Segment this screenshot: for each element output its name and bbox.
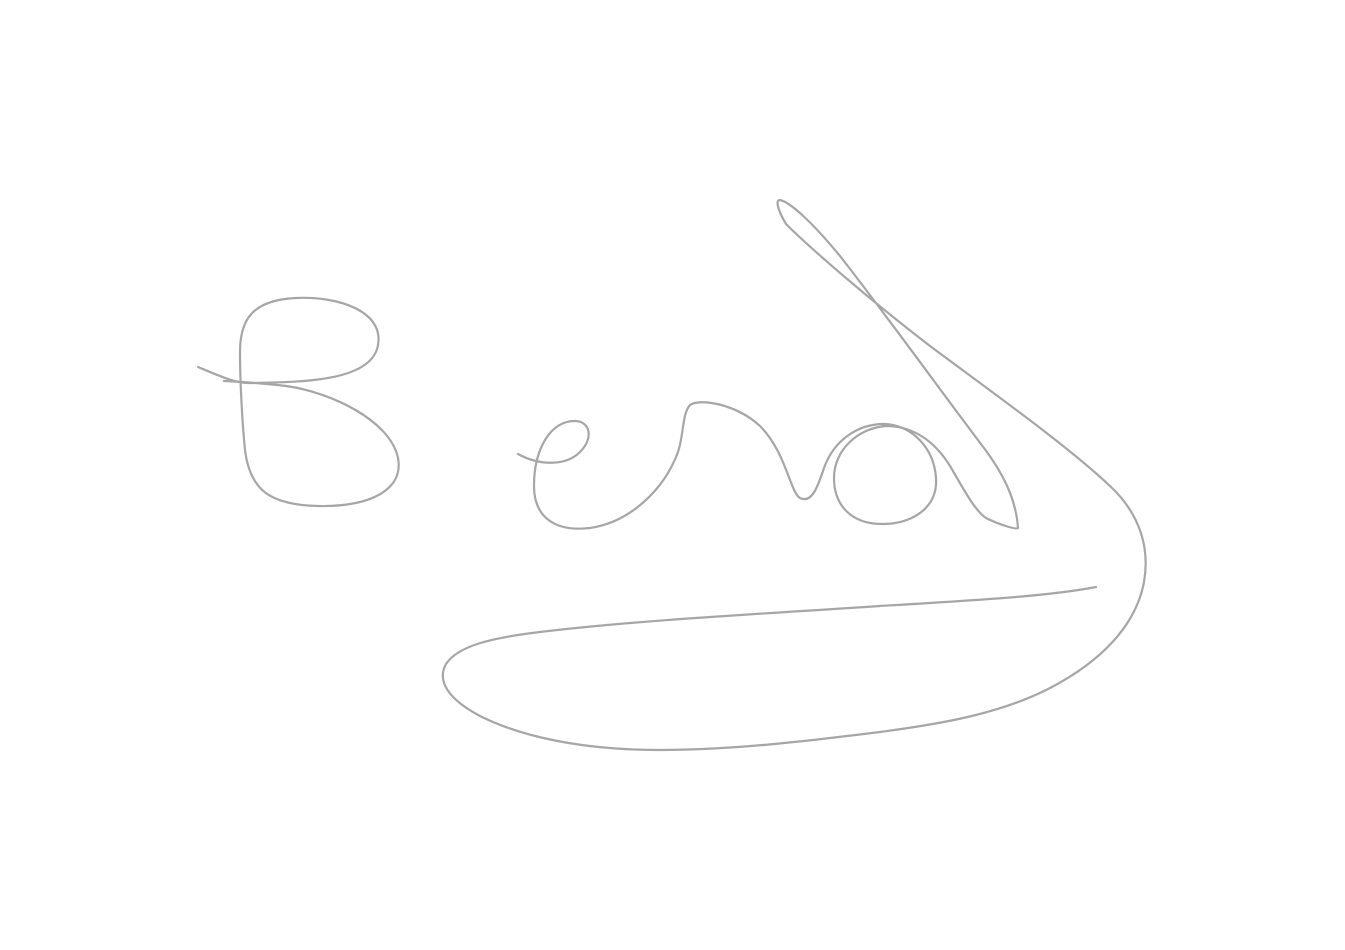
signature-stroke-era	[443, 200, 1146, 750]
signature-stroke-b	[198, 298, 399, 506]
